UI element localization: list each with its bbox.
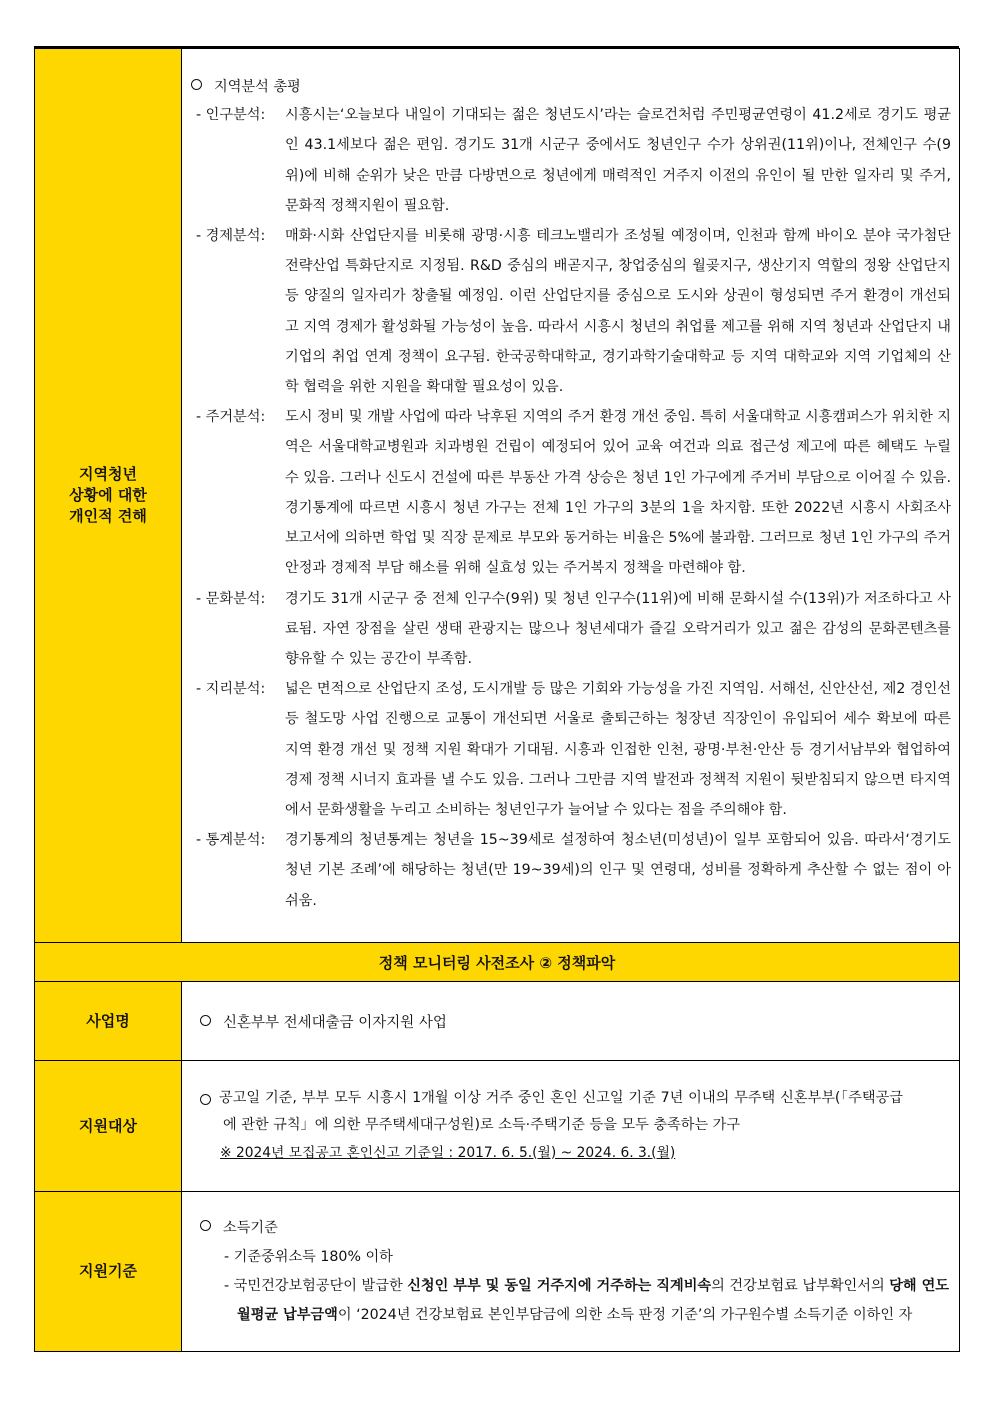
target-text: 공고일 기준, 부부 모두 시흥시 1개월 이상 거주 중인 혼인 신고일 기준 7년 이내의 무주택 신혼부부(「주택공급에 관한 규칙」에 의한 무주택세대구성원)로 소득·주택기준 등을 모두 충족하는 가구: [219, 1089, 903, 1134]
analysis-item-head: - 인구분석:: [196, 107, 266, 124]
analysis-item-text: 시흥시는‘오늘보다 내일이 기대되는 젊은 청년도시’라는 슬로건처럼 주민평균연령이 41.2세로 경기도 평균인 43.1세보다 젊은 편임. 경기도 31개 시군구 중에서도 청년인구 수가 상위권(11위)이나, 전체인구 수(9위)에 비해 순위가 낮은 만큼 다방면으로 청년에게 매력적인 거주지 이전의 유인이 될 만한 일자리 및 주거, 문화적 정책지원이 필요함.: [285, 107, 951, 214]
analysis-item-text: 매화·시화 산업단지를 비롯해 광명·시흥 테크노밸리가 조성될 예정이며, 인천과 함께 바이오 분야 국가첨단전략산업 특화단지로 지정됨. R&D 중심의 배곧지구, 창업중심의 월곶지구, 생산기지 역할의 정왕 산업단지 등 양질의 일자리가 창출될 예정임. 이런 산업단지를 중심으로 도시와 상권이 형성되면 주거 환경이 개선되고 지역 경제가 활성화될 가능성이 높음. 따라서 시흥시 청년의 취업률 제고를 위해 지역 청년과 산업단지 내 기업의 취업 연계 정책이 요구됨. 한국공학대학교, 경기과학기술대학교 등 지역 대학교와 지역 기업체의 산학 협력을 위한 지원을 확대할 필요성이 있음.: [285, 228, 951, 396]
analysis-item-text: 도시 정비 및 개발 사업에 따라 낙후된 지역의 주거 환경 개선 중임. 특히 서울대학교 시흥캠퍼스가 위치한 지역은 서울대학교병원과 치과병원 건립이 예정되어 있어 교육 여건과 의료 접근성 제고에 따른 혜택도 누릴 수 있음. 그러나 신도시 건설에 따른 부동산 가격 상승은 청년 1인 가구에게 주거비 부담으로 이어질 수 있음. 경기통계에 따르면 시흥시 청년 가구는 전체 1인 가구의 3분의 1을 차지함. 또한 2022년 시흥시 사회조사 보고서에 의하면 학업 및 직장 문제로 부모와 동거하는 비율은 5%에 불과함. 그러므로 청년 1인 가구의 주거 안정과 경제적 부담 해소를 위해 실효성 있는 주거복지 정책을 마련해야 함.: [285, 409, 951, 577]
criteria-heading: 소득기준: [223, 1219, 278, 1236]
target-note: ※ 2024년 모집공고 혼인신고 기준일 : 2017. 6. 5.(월) ~ 2024. 6. 3.(월): [220, 1144, 676, 1161]
analysis-label: 지역청년 상황에 대한 개인적 견해: [35, 49, 182, 943]
business-label: 사업명: [35, 982, 182, 1061]
business-name: 신혼부부 전세대출금 이자지원 사업: [223, 1014, 447, 1031]
analysis-content: [182, 49, 960, 943]
analysis-item: [182, 584, 959, 675]
analysis-item-head: - 문화분석:: [196, 590, 266, 607]
section-title: 정책 모니터링 사전조사 ② 정책파악: [35, 943, 960, 982]
criteria-content: [182, 1192, 960, 1352]
circle-bullet-icon: [200, 1015, 211, 1026]
analysis-item-head: - 경제분석:: [196, 228, 266, 245]
criteria-line-2: - 국민건강보험공단이 발급한 신청인 부부 및 동일 거주지에 거주하는 직계비속의 건강보험료 납부확인서의 당해 연도 월평균 납부금액이 ‘2024년 건강보험료 본인부담금에 의한 소득 판정 기준’의 가구원수별 소득기준 이하인 자: [224, 1277, 949, 1323]
target-content: [182, 1061, 960, 1192]
analysis-item-text: 넓은 면적으로 산업단지 조성, 도시개발 등 많은 기회와 가능성을 가진 지역임. 서해선, 신안산선, 제2 경인선 등 철도망 사업 진행으로 교통이 개선되면 서울로 출퇴근하는 청장년 직장인이 유입되어 세수 확보에 따른 지역 환경 개선 및 정책 지원 확대가 기대됨. 시흥과 인접한 인천, 광명·부천·안산 등 경기서남부와 협업하여 경제 정책 시너지 효과를 낼 수도 있음. 그러나 그만큼 지역 발전과 정책적 지원이 뒷받침되지 않으면 타지역에서 문화생활을 누리고 소비하는 청년인구가 늘어날 수 있다는 점을 주의해야 함.: [285, 681, 951, 818]
target-row: [35, 1061, 960, 1192]
policy-table: [34, 48, 960, 1352]
analysis-item-text: 경기통계의 청년통계는 청년을 15~39세로 설정하여 청소년(미성년)이 일부 포함되어 있음. 따라서‘경기도 청년 기본 조례’에 해당하는 청년(만 19~39세)의 인구 및 연령대, 성비를 정확하게 추산할 수 없는 점이 아쉬움.: [285, 832, 951, 909]
analysis-item: [182, 402, 959, 583]
analysis-heading: 지역분석 총평: [182, 75, 959, 100]
analysis-item: [182, 221, 959, 402]
analysis-list: [182, 100, 959, 915]
business-row: [35, 982, 960, 1061]
applicant-emphasis: 신청인 부부 및 동일 거주지에 거주하는 직계비속: [407, 1277, 712, 1294]
circle-bullet-icon: [191, 79, 202, 90]
target-label: 지원대상: [35, 1061, 182, 1192]
analysis-item: [182, 825, 959, 916]
circle-bullet-icon: [200, 1094, 211, 1105]
analysis-item-head: - 주거분석:: [196, 409, 266, 426]
analysis-item-head: - 통계분석:: [196, 832, 266, 849]
business-content: [182, 982, 960, 1061]
analysis-item-head: - 지리분석:: [196, 681, 266, 698]
section-bar-row: [35, 943, 960, 982]
analysis-item: [182, 674, 959, 825]
circle-bullet-icon: [200, 1220, 211, 1231]
analysis-item-text: 경기도 31개 시군구 중 전체 인구수(9위) 및 청년 인구수(11위)에 비해 문화시설 수(13위)가 저조하다고 사료됨. 자연 장점을 살린 생태 관광지는 많으나 청년세대가 즐길 오락거리가 있고 젊은 감성의 문화콘텐츠를 향유할 수 있는 공간이 부족함.: [285, 590, 951, 667]
criteria-line-1: - 기준중위소득 180% 이하: [224, 1248, 393, 1265]
payment-emphasis: 당해 연도 월평균 납부금액: [237, 1277, 949, 1323]
analysis-row: [35, 49, 960, 943]
criteria-label: 지원기준: [35, 1192, 182, 1352]
analysis-item: [182, 100, 959, 221]
criteria-row: [35, 1192, 960, 1352]
